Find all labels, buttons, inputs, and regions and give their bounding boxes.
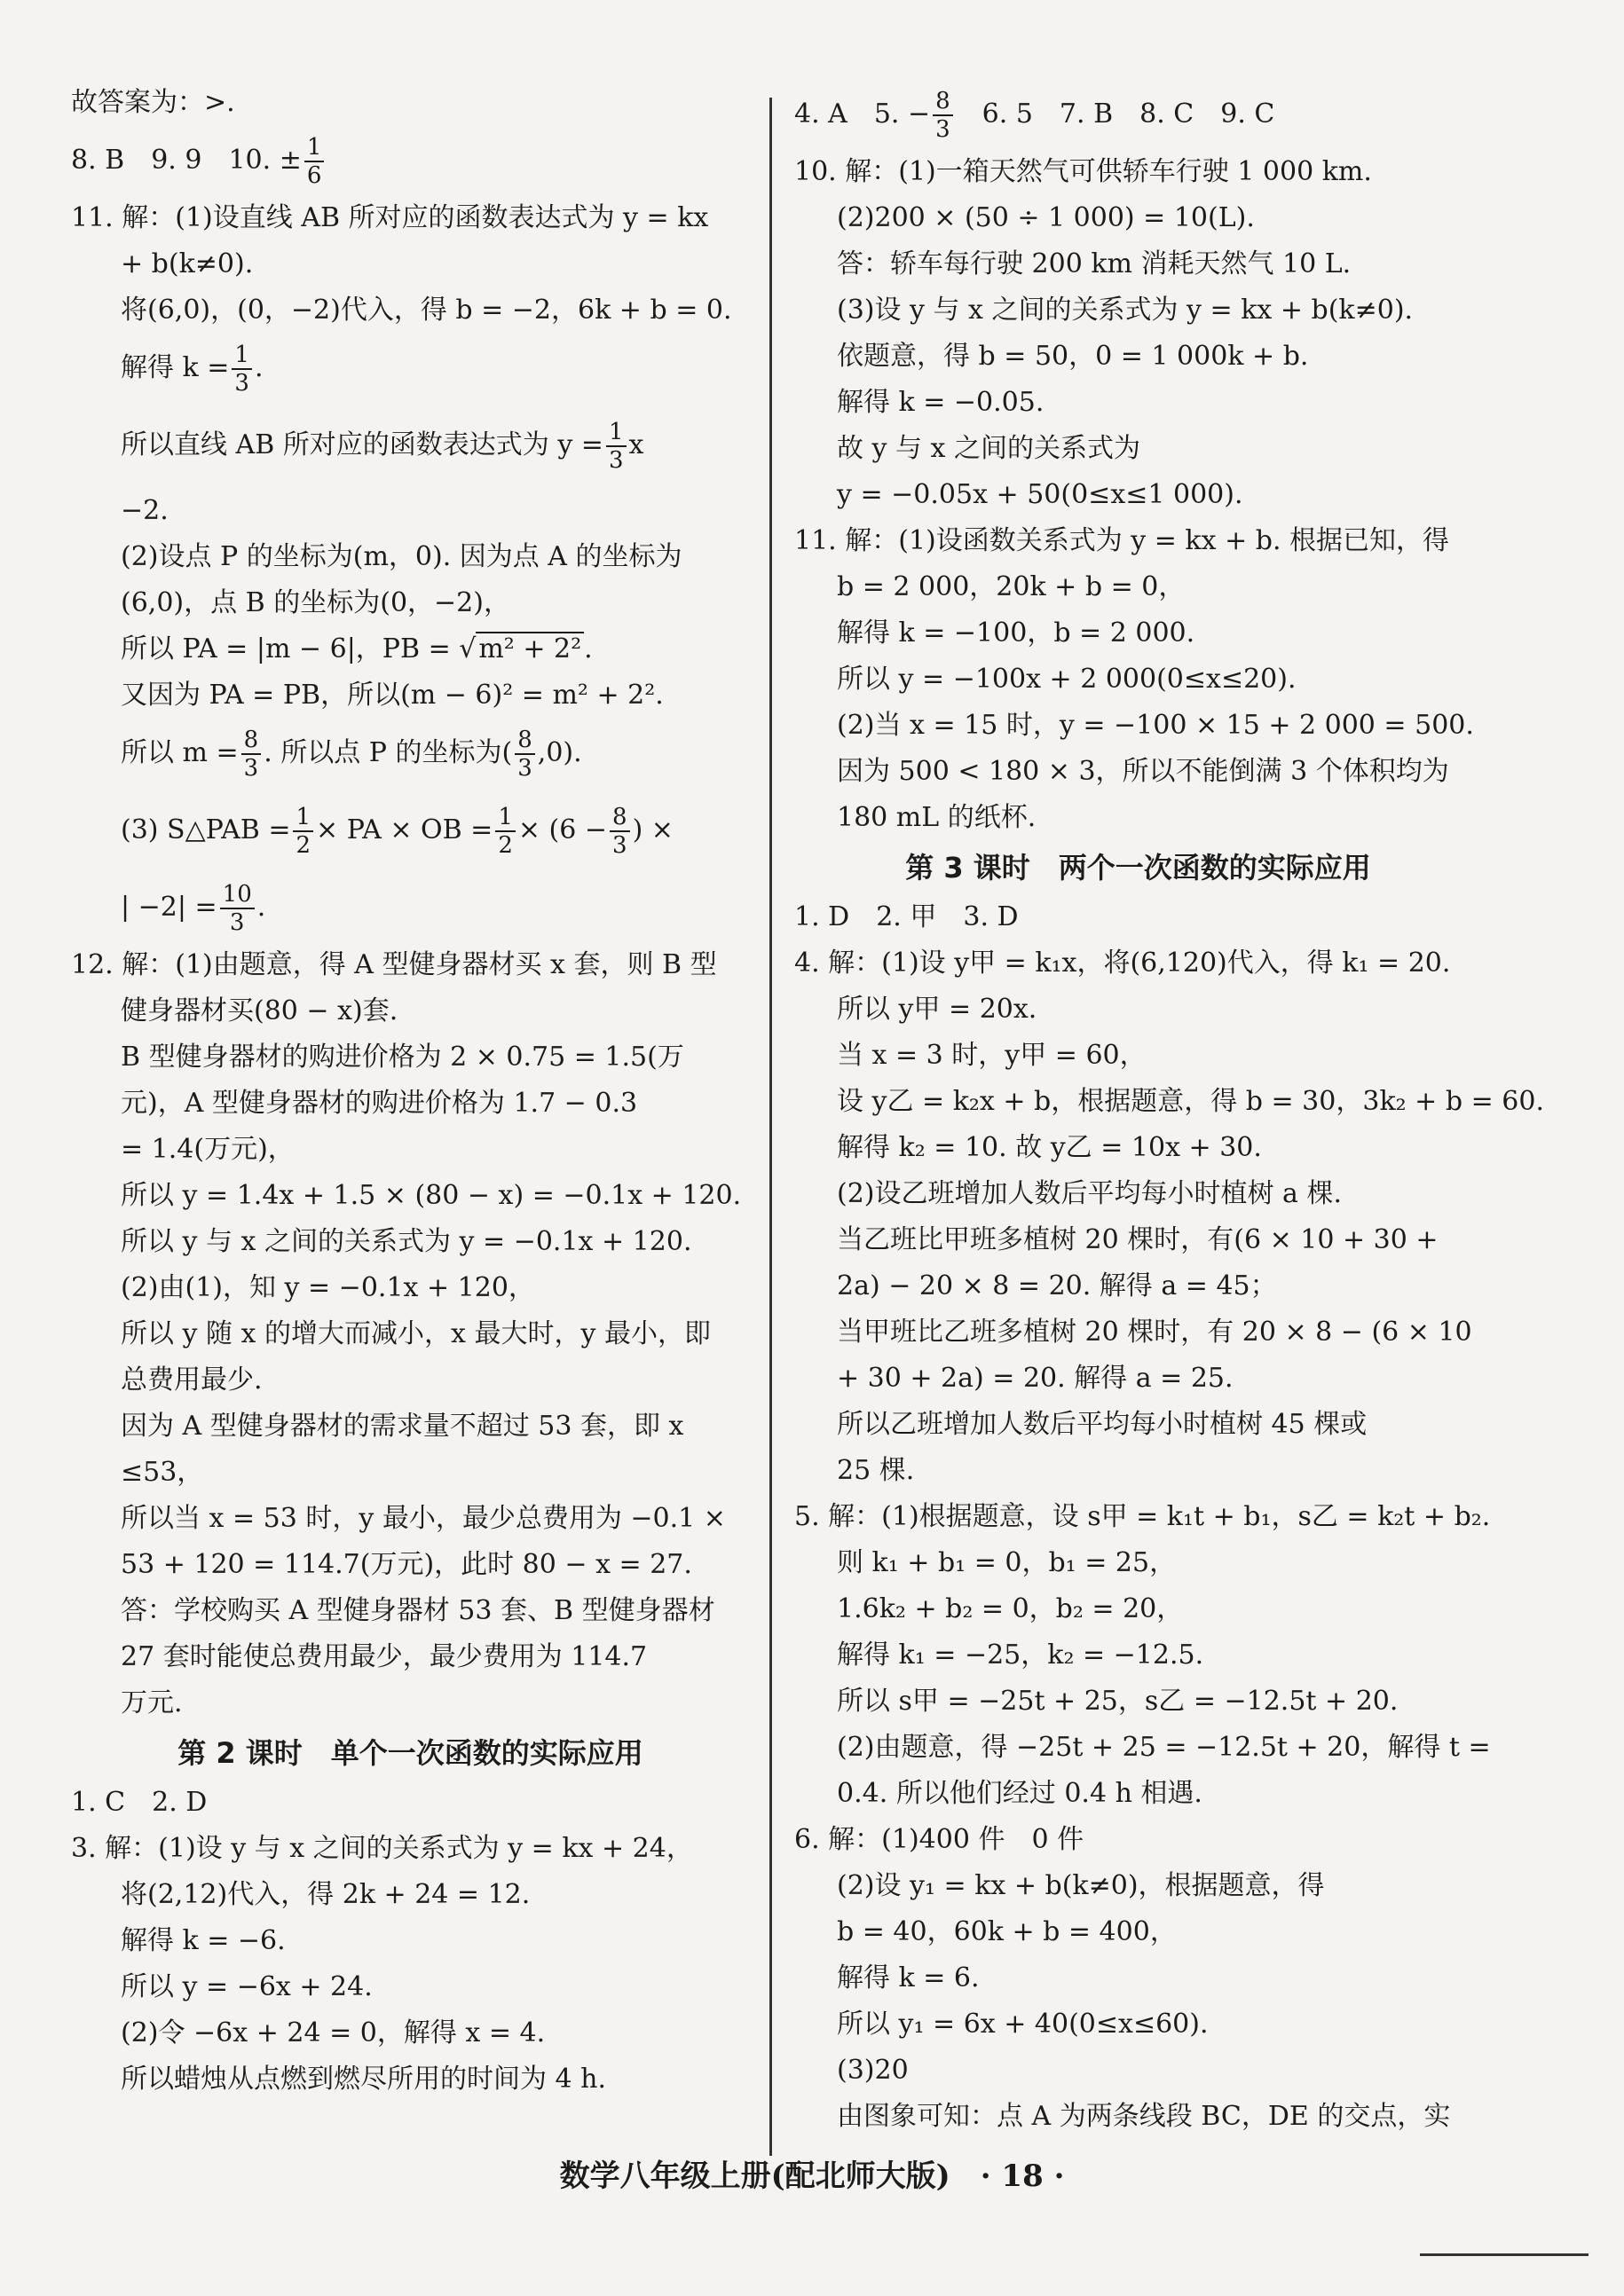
line: 5. 解：(1)根据题意，设 s甲 = k₁t + b₁，s乙 = k₂t + b₂. — [794, 1501, 1491, 1532]
line: 万元. — [121, 1687, 183, 1718]
line: 因为 500 < 180 × 3，所以不能倒满 3 个体积均为 — [837, 756, 1449, 787]
line: y = −0.05x + 50(0≤x≤1 000). — [837, 479, 1243, 510]
line: 所以乙班增加人数后平均每小时植树 45 棵或 — [837, 1409, 1368, 1440]
line: 所以 m = $\frac{8}{3}$ . 所以点 P 的坐标为( $\frac{8}{3}$ ,0). — [121, 727, 582, 782]
line: −2. — [121, 495, 169, 526]
line: 1. C 2. D — [71, 1787, 208, 1818]
line: ≤53， — [121, 1457, 204, 1488]
line: 总费用最少. — [121, 1364, 263, 1396]
line: + 30 + 2a) = 20. 解得 a = 25. — [837, 1363, 1234, 1394]
line: 依题意，得 b = 50，0 = 1 000k + b. — [837, 341, 1309, 372]
line: 180 mL 的纸杯. — [837, 802, 1037, 833]
line: 11. 解：(1)设函数关系式为 y = kx + b. 根据已知，得 — [794, 525, 1450, 556]
fraction: $\frac{1}{6}$ — [304, 134, 325, 189]
footer-rule — [1420, 2253, 1589, 2256]
line: 所以直线 AB 所对应的函数表达式为 y = $\frac{1}{3}$ x — [121, 419, 644, 474]
line: 健身器材买(80 − x)套. — [121, 995, 398, 1026]
line: 将(6,0)，(0，−2)代入，得 b = −2，6k + b = 0. — [121, 295, 732, 326]
line: 1.6k₂ + b₂ = 0，b₂ = 20， — [837, 1593, 1184, 1624]
line: 解得 k₂ = 10. 故 y乙 = 10x + 30. — [837, 1132, 1262, 1163]
line: (2)设点 P 的坐标为(m，0). 因为点 A 的坐标为 — [121, 541, 682, 572]
line: 又因为 PA = PB，所以(m − 6)² = m² + 2². — [121, 680, 664, 711]
section-heading: 第 2 课时 单个一次函数的实际应用 — [177, 1736, 643, 1770]
line: (2)由(1)，知 y = −0.1x + 120， — [121, 1272, 535, 1303]
section-heading: 第 3 课时 两个一次函数的实际应用 — [905, 851, 1371, 885]
line: (2)令 −6x + 24 = 0，解得 x = 4. — [121, 2017, 546, 2048]
line: b = 40，60k + b = 400， — [837, 1916, 1177, 1947]
left-column — [71, 80, 750, 2103]
line: 解得 k = −6. — [121, 1925, 286, 1956]
line: 27 套时能使总费用最少，最少费用为 114.7 — [121, 1641, 648, 1672]
line: 8. B 9. 9 10. ± $\frac{1}{6}$ — [71, 126, 750, 195]
line: 6. 解：(1)400 件 0 件 — [794, 1824, 1084, 1855]
line: 12. 解：(1)由题意，得 A 型健身器材买 x 套，则 B 型 — [71, 949, 717, 980]
line: | −2| = $\frac{10}{3}$ . — [121, 881, 266, 936]
line: 所以蜡烛从点燃到燃尽所用的时间为 4 h. — [121, 2064, 607, 2095]
line: 故 y 与 x 之间的关系式为 — [837, 433, 1141, 464]
line: 当 x = 3 时，y甲 = 60， — [837, 1040, 1147, 1071]
line: 53 + 120 = 114.7(万元)，此时 80 − x = 27. — [121, 1549, 692, 1580]
line: 答：学校购买 A 型健身器材 53 套、B 型健身器材 — [121, 1595, 715, 1626]
line: 由图象可知：点 A 为两条线段 BC，DE 的交点，实 — [837, 2101, 1451, 2132]
line: 当甲班比乙班多植树 20 棵时，有 20 × 8 − (6 × 10 — [837, 1317, 1472, 1348]
line: (2)设 y₁ = kx + b(k≠0)，根据题意，得 — [837, 1870, 1325, 1901]
line: (2)设乙班增加人数后平均每小时植树 a 棵. — [837, 1178, 1342, 1209]
line: = 1.4(万元)， — [121, 1134, 295, 1165]
line: 当乙班比甲班多植树 20 棵时，有(6 × 10 + 30 + — [837, 1224, 1439, 1255]
line: 将(2,12)代入，得 2k + 24 = 12. — [121, 1879, 531, 1910]
line: 4. 解：(1)设 y甲 = k₁x，将(6,120)代入，得 k₁ = 20. — [794, 947, 1451, 979]
line: 元)，A 型健身器材的购进价格为 1.7 − 0.3 — [121, 1088, 638, 1119]
line: 所以当 x = 53 时，y 最小，最少总费用为 −0.1 × — [121, 1503, 726, 1534]
line: + b(k≠0). — [121, 248, 254, 279]
line: 所以 y₁ = 6x + 40(0≤x≤60). — [837, 2009, 1209, 2040]
line: 1. D 2. 甲 3. D — [794, 901, 1019, 932]
line: 因为 A 型健身器材的需求量不超过 53 套，即 x — [121, 1411, 684, 1442]
line: 11. 解：(1)设直线 AB 所对应的函数表达式为 y = kx — [71, 202, 709, 233]
line: 解得 k = −0.05. — [837, 387, 1045, 418]
line: 所以 y 随 x 的增大而减小，x 最大时，y 最小，即 — [121, 1318, 711, 1349]
line: 10. 解：(1)一箱天然气可供轿车行驶 1 000 km. — [794, 156, 1372, 187]
line: b = 2 000，20k + b = 0， — [837, 571, 1186, 602]
line: (3) S△PAB = $\frac{1}{2}$ × PA × OB = $\frac{1}{2}$ × (6 − $\frac{8}{3}$ ) × — [121, 804, 674, 859]
line: 所以 y = −100x + 2 000(0≤x≤20). — [837, 664, 1297, 695]
line: 解得 k = −100，b = 2 000. — [837, 617, 1195, 649]
line: (3)设 y 与 x 之间的关系式为 y = kx + b(k≠0). — [837, 295, 1414, 326]
line: 解得 k = 6. — [837, 1962, 980, 1993]
line: 所以 s甲 = −25t + 25，s乙 = −12.5t + 20. — [837, 1686, 1399, 1717]
line: (6,0)，点 B 的坐标为(0，−2)， — [121, 587, 510, 618]
line: 3. 解：(1)设 y 与 x 之间的关系式为 y = kx + 24， — [71, 1833, 693, 1864]
line: (2)由题意，得 −25t + 25 = −12.5t + 20，解得 t = — [837, 1732, 1491, 1763]
line: 所以 y甲 = 20x. — [837, 994, 1037, 1025]
line: 所以 y 与 x 之间的关系式为 y = −0.1x + 120. — [121, 1226, 692, 1257]
line: 则 k₁ + b₁ = 0，b₁ = 25， — [837, 1547, 1177, 1578]
page-footer: 数学八年级上册(配北师大版) · 18 · — [559, 2158, 1065, 2194]
line: (2)200 × (50 ÷ 1 000) = 10(L). — [837, 202, 1255, 233]
line: 25 棵. — [837, 1455, 915, 1486]
line: 解得 k = $\frac{1}{3}$ . — [121, 342, 264, 397]
line: 2a) − 20 × 8 = 20. 解得 a = 45； — [837, 1270, 1277, 1301]
line: 解得 k₁ = −25，k₂ = −12.5. — [837, 1639, 1204, 1671]
line: 0.4. 所以他们经过 0.4 h 相遇. — [837, 1778, 1202, 1809]
line: 所以 PA = |m − 6|，PB = √ m² + 2² . — [121, 633, 593, 664]
fraction: $\frac{1}{3}$ — [232, 342, 252, 397]
line: 所以 y = −6x + 24. — [121, 1971, 373, 2002]
line: 所以 y = 1.4x + 1.5 × (80 − x) = −0.1x + 120. — [121, 1180, 742, 1211]
fraction: $\frac{1}{3}$ — [606, 419, 627, 474]
line: (3)20 — [837, 2055, 909, 2086]
column-divider — [769, 98, 772, 2156]
line: 答：轿车每行驶 200 km 消耗天然气 10 L. — [837, 248, 1352, 279]
line: 设 y乙 = k₂x + b，根据题意，得 b = 30，3k₂ + b = 60. — [837, 1086, 1544, 1117]
line: B 型健身器材的购进价格为 2 × 0.75 = 1.5(万 — [121, 1042, 684, 1073]
line: 故答案为：>. — [71, 87, 235, 118]
line: (2)当 x = 15 时，y = −100 × 15 + 2 000 = 500. — [837, 710, 1474, 741]
line: 4. A 5. − $\frac{8}{3}$ 6. 5 7. B 8. C 9. C — [794, 88, 1275, 143]
right-column — [794, 80, 1544, 2140]
